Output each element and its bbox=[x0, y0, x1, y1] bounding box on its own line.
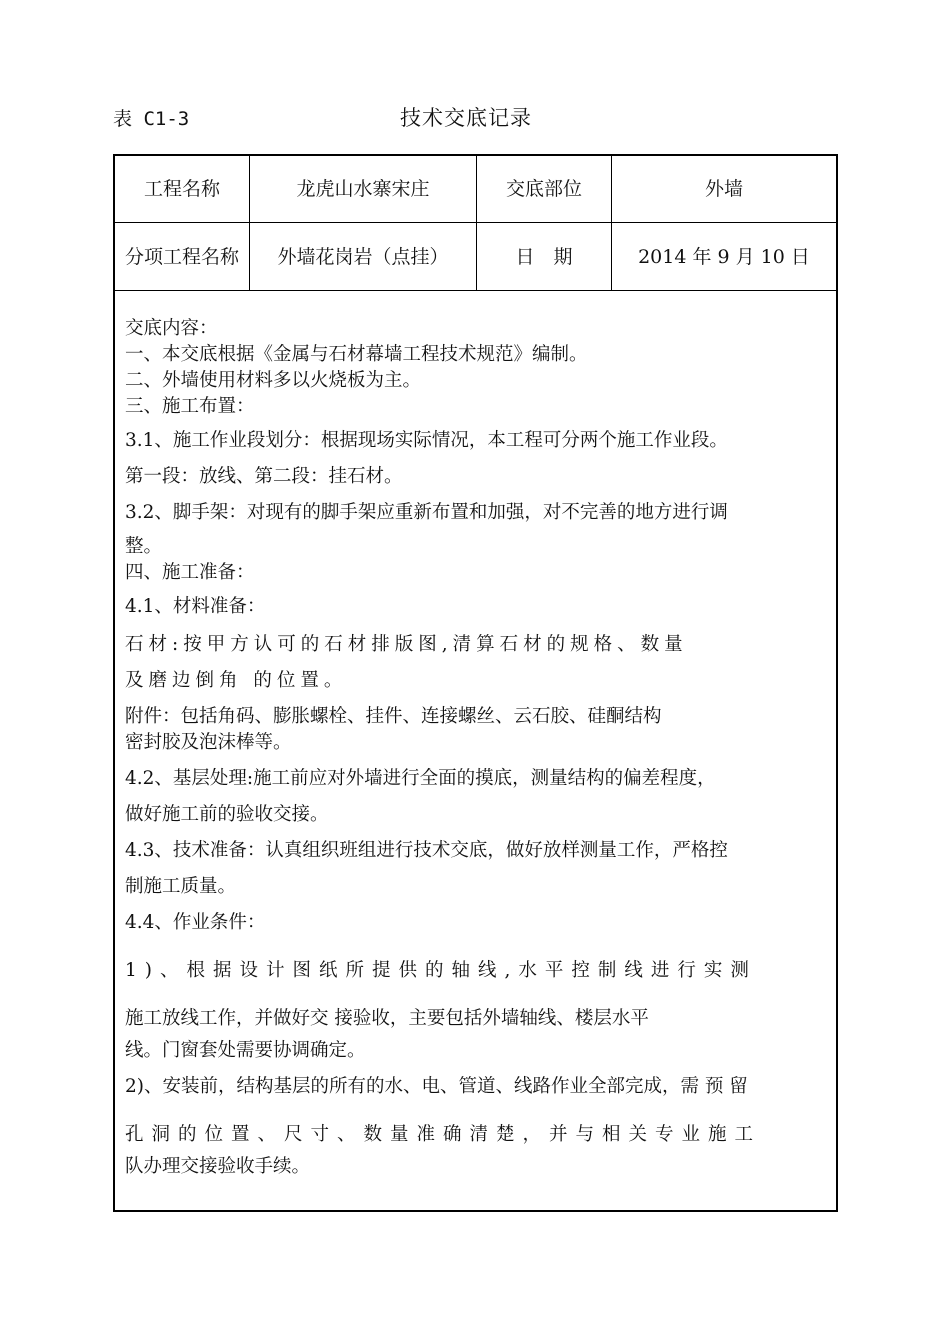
content-line: 及磨边倒角 的位置。 bbox=[125, 670, 348, 691]
content-line: 队办理交接验收手续。 bbox=[125, 1156, 311, 1177]
sub-item-label: 分项工程名称 bbox=[124, 245, 239, 268]
content-line: 一、本交底根据《金属与石材幕墙工程技术规范》编制。 bbox=[125, 344, 588, 365]
date-label: 日 期 bbox=[515, 245, 573, 268]
content-line: 2)、安装前，结构基层的所有的水、电、管道、线路作业全部完成，需 预 留 bbox=[125, 1076, 748, 1097]
date-value: 2014 年 9 月 10 日 bbox=[638, 245, 810, 268]
content-line: 四、施工准备： bbox=[125, 562, 255, 583]
content-line: 三、施工布置： bbox=[125, 396, 255, 417]
document-title: 技术交底记录 bbox=[400, 106, 532, 130]
disclosure-form bbox=[113, 154, 838, 1212]
content-line: 3.2、脚手架：对现有的脚手架应重新布置和加强，对不完善的地方进行调 bbox=[125, 502, 728, 523]
content-line: 1)、根据设计图纸所提供的轴线,水平控制线进行实测 bbox=[125, 960, 757, 981]
content-line: 石材:按甲方认可的石材排版图,清算石材的规格、数量 bbox=[125, 634, 688, 655]
content-line: 第一段：放线、第二段：挂石材。 bbox=[125, 466, 403, 487]
content-line: 4.4、作业条件： bbox=[125, 912, 266, 933]
content-line: 孔洞的位置、尺寸、数量准确清楚，并与相关专业施工 bbox=[125, 1124, 762, 1145]
row-divider-2 bbox=[115, 290, 836, 291]
disclosure-content bbox=[125, 316, 830, 1180]
content-line: 二、外墙使用材料多以火烧板为主。 bbox=[125, 370, 422, 391]
content-line: 制施工质量。 bbox=[125, 876, 237, 897]
content-line: 密封胶及泡沫棒等。 bbox=[125, 732, 292, 753]
content-line: 4.3、技术准备：认真组织班组进行技术交底，做好放样测量工作，严格控 bbox=[125, 840, 728, 861]
content-line: 整。 bbox=[125, 536, 163, 557]
sub-item-value: 外墙花岗岩（点挂） bbox=[277, 245, 449, 268]
disclosure-part-label: 交底部位 bbox=[505, 178, 582, 200]
content-line: 做好施工前的验收交接。 bbox=[125, 804, 329, 825]
content-line: 施工放线工作，并做好交 接验收，主要包括外墙轴线、楼层水平 bbox=[125, 1008, 649, 1029]
project-name-value: 龙虎山水寨宋庄 bbox=[296, 178, 430, 200]
content-heading: 交底内容： bbox=[125, 318, 218, 339]
content-line: 附件：包括角码、膨胀螺栓、挂件、连接螺丝、云石胶、硅酮结构 bbox=[125, 706, 662, 727]
content-line: 4.2、基层处理:施工前应对外墙进行全面的摸底，测量结构的偏差程度， bbox=[125, 768, 716, 789]
form-code: 表 C1-3 bbox=[113, 108, 190, 130]
content-line: 4.1、材料准备： bbox=[125, 596, 266, 617]
disclosure-part-value: 外墙 bbox=[704, 178, 743, 200]
project-name-label: 工程名称 bbox=[143, 178, 220, 200]
content-line: 3.1、施工作业段划分：根据现场实际情况，本工程可分两个施工作业段。 bbox=[125, 430, 728, 451]
content-line: 线。门窗套处需要协调确定。 bbox=[125, 1040, 366, 1061]
